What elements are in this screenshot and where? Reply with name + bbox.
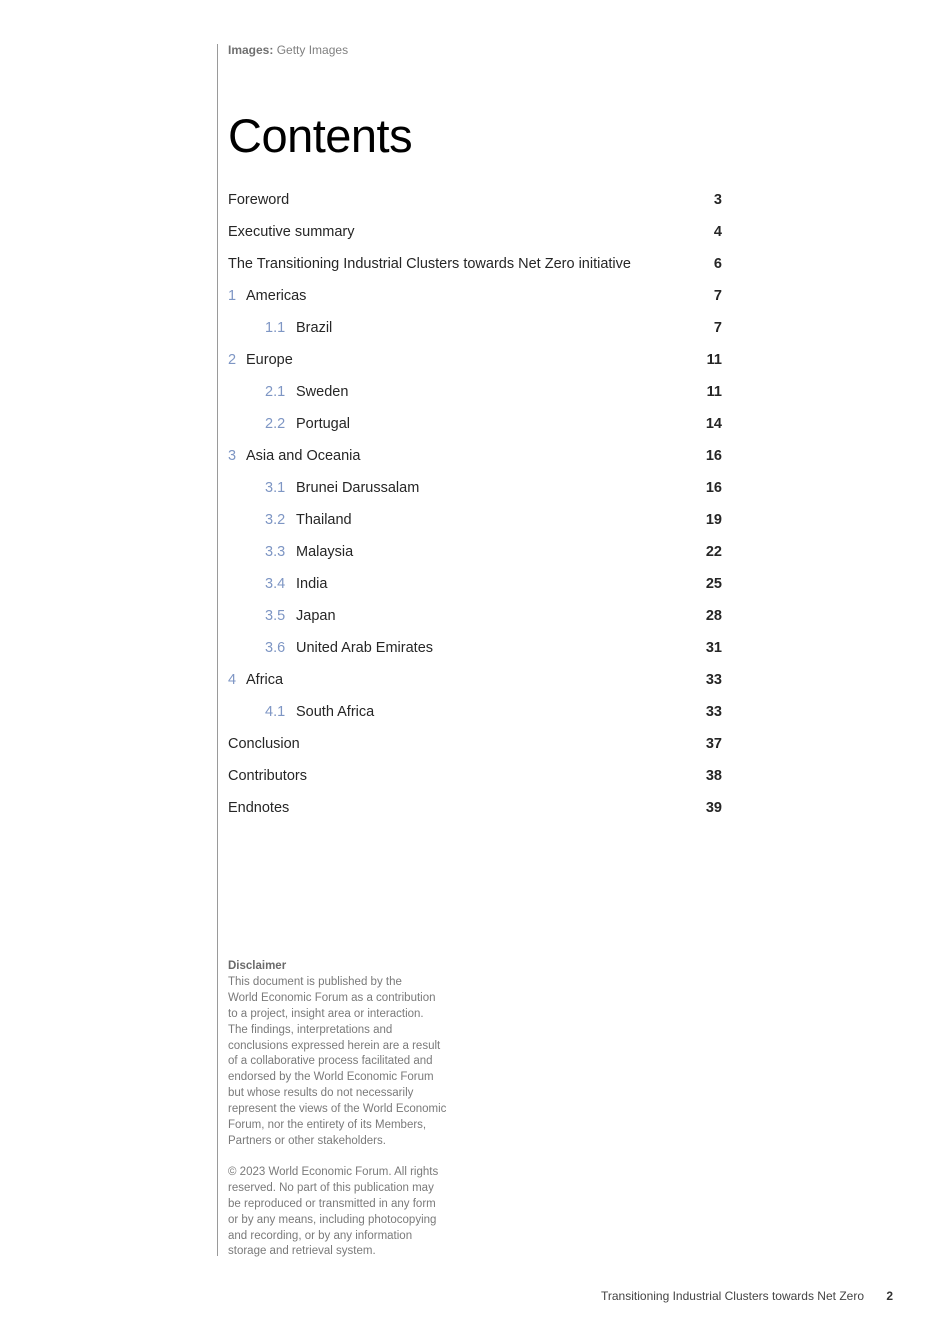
page-title: Contents	[228, 109, 413, 162]
toc-entry[interactable]	[228, 216, 722, 248]
toc-entry-label: Americas	[246, 288, 307, 304]
toc-entry[interactable]	[228, 376, 722, 408]
toc-entry[interactable]	[228, 696, 722, 728]
image-credit-value: Getty Images	[276, 43, 349, 57]
toc-entry-label: Europe	[246, 352, 293, 368]
toc-entry-page: 28	[705, 608, 722, 624]
toc-entry-page: 37	[705, 736, 722, 752]
toc-entry-label: Japan	[296, 608, 336, 624]
toc-entry-page: 39	[705, 800, 722, 816]
disclaimer	[228, 959, 458, 1260]
toc-entry-number: 4.1	[265, 704, 286, 720]
toc-entry-label: Asia and Oceania	[246, 448, 361, 464]
toc-entry-label: The Transitioning Industrial Clusters towards Net Zero initiative	[228, 256, 631, 272]
disclaimer-line: to a project, insight area or interaction.	[228, 1007, 424, 1020]
toc-entry-page: 25	[705, 576, 722, 592]
disclaimer-line: be reproduced or transmitted in any form	[228, 1197, 436, 1210]
disclaimer-line: This document is published by the	[228, 975, 402, 988]
toc-entry-number: 2	[228, 352, 237, 368]
toc-entry-label: South Africa	[296, 704, 375, 720]
toc-entry-label: Thailand	[296, 512, 352, 528]
disclaimer-text	[228, 975, 458, 1150]
toc-entry[interactable]	[228, 632, 722, 664]
toc-entry-number: 4	[228, 672, 237, 688]
toc-entry-page: 7	[713, 320, 722, 336]
footer-page-number: 2	[886, 1289, 893, 1303]
toc-entry-number: 2.1	[265, 384, 286, 400]
toc-entry-page: 22	[705, 544, 722, 560]
toc-entry[interactable]	[228, 184, 722, 216]
toc-entry[interactable]	[228, 248, 722, 280]
toc-entry[interactable]	[228, 408, 722, 440]
toc-entry-page: 38	[705, 768, 722, 784]
toc-entry-label: Sweden	[296, 384, 349, 400]
toc-entry[interactable]	[228, 504, 722, 536]
toc-entry-page: 31	[705, 640, 722, 656]
toc-entry-page: 33	[705, 704, 722, 720]
toc-entry[interactable]	[228, 664, 722, 696]
disclaimer-line: Forum, nor the entirety of its Members,	[228, 1119, 427, 1132]
toc-entry-page: 19	[705, 512, 722, 528]
toc-entry[interactable]	[228, 312, 722, 344]
footer-title: Transitioning Industrial Clusters towards Net Zero	[601, 1289, 864, 1303]
toc-entry-label: Foreword	[228, 192, 290, 208]
toc-entry-number: 3.5	[265, 608, 286, 624]
disclaimer-line: World Economic Forum as a contribution	[228, 991, 436, 1004]
image-credit-label: Images:	[228, 43, 274, 57]
toc-entry[interactable]	[228, 792, 722, 824]
disclaimer-line: and recording, or by any information	[228, 1229, 413, 1242]
disclaimer-line: © 2023 World Economic Forum. All rights	[228, 1165, 439, 1178]
disclaimer-title: Disclaimer	[228, 960, 287, 972]
toc-entry-number: 2.2	[265, 416, 286, 432]
disclaimer-line: of a collaborative process facilitated and	[228, 1055, 433, 1068]
toc-entry-label: India	[296, 576, 328, 592]
toc-entry-page: 33	[705, 672, 722, 688]
toc-entry-label: Portugal	[296, 416, 351, 432]
toc-entry-page: 11	[706, 384, 722, 400]
margin-rule	[217, 44, 218, 1256]
toc-entry-number: 3.4	[265, 576, 286, 592]
disclaimer-line: conclusions expressed herein are a result	[228, 1039, 441, 1052]
toc-entry-label: Contributors	[228, 768, 307, 784]
disclaimer-line: Partners or other stakeholders.	[228, 1134, 386, 1147]
toc-entry-label: Brazil	[296, 320, 333, 336]
toc-entry-number: 3.2	[265, 512, 286, 528]
toc-entry[interactable]	[228, 280, 722, 312]
toc-entry-label: Brunei Darussalam	[296, 480, 420, 496]
toc-entry-page: 4	[713, 224, 722, 240]
toc-entry-number: 1	[228, 288, 237, 304]
toc-entry[interactable]	[228, 472, 722, 504]
toc-entry[interactable]	[228, 568, 722, 600]
disclaimer-line: The findings, interpretations and	[228, 1023, 393, 1036]
disclaimer-line: reserved. No part of this publication may	[228, 1181, 434, 1194]
copyright-text	[228, 1165, 458, 1260]
image-credit	[228, 43, 348, 57]
toc-entry[interactable]	[228, 344, 722, 376]
toc-entry-number: 3.1	[265, 480, 286, 496]
toc-entry-label: Endnotes	[228, 800, 290, 816]
toc-entry-page: 7	[713, 288, 722, 304]
toc-entry[interactable]	[228, 760, 722, 792]
toc-entry-label: Executive summary	[228, 224, 355, 240]
toc-entry-page: 6	[713, 256, 722, 272]
toc-entry[interactable]	[228, 536, 722, 568]
disclaimer-line: represent the views of the World Economic	[228, 1103, 447, 1116]
toc-entry-label: United Arab Emirates	[296, 640, 434, 656]
toc-entry[interactable]	[228, 728, 722, 760]
disclaimer-line: or by any means, including photocopying	[228, 1213, 437, 1226]
disclaimer-line: endorsed by the World Economic Forum	[228, 1071, 434, 1084]
disclaimer-line: storage and retrieval system.	[228, 1245, 376, 1258]
toc-entry-page: 16	[705, 448, 722, 464]
toc-entry[interactable]	[228, 600, 722, 632]
toc-entry-label: Malaysia	[296, 544, 354, 560]
table-of-contents	[228, 184, 722, 824]
toc-entry-page: 16	[705, 480, 722, 496]
disclaimer-line: but whose results do not necessarily	[228, 1087, 414, 1100]
toc-entry-number: 1.1	[265, 320, 286, 336]
toc-entry-label: Conclusion	[228, 736, 300, 752]
toc-entry-page: 11	[706, 352, 722, 368]
toc-entry-number: 3.6	[265, 640, 286, 656]
toc-entry-page: 14	[705, 416, 722, 432]
toc-entry-number: 3.3	[265, 544, 286, 560]
toc-entry-number: 3	[228, 448, 237, 464]
toc-entry-label: Africa	[246, 672, 284, 688]
toc-entry-page: 3	[713, 192, 722, 208]
toc-entry[interactable]	[228, 440, 722, 472]
